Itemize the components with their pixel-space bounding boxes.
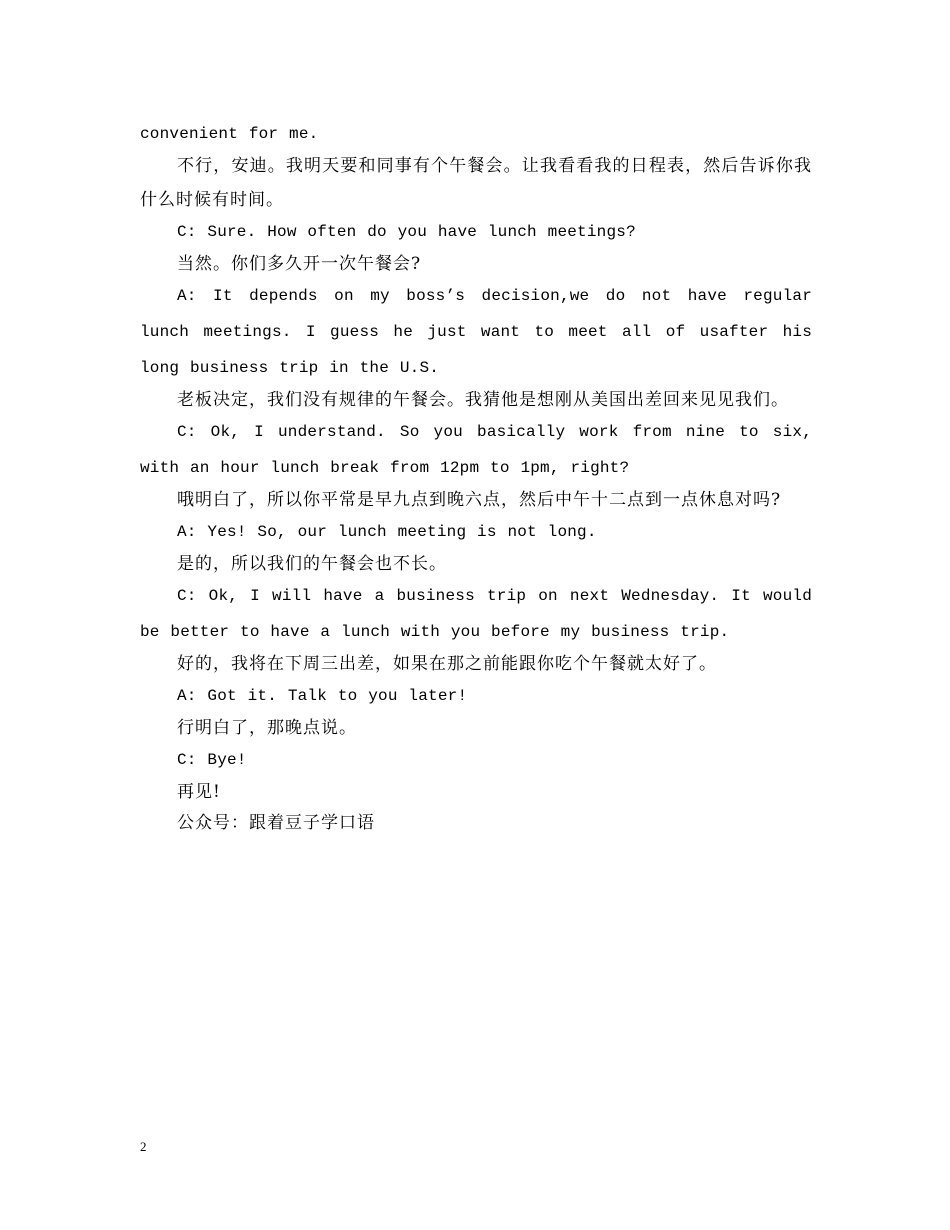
paragraph-2: 不行，安迪。我明天要和同事有个午餐会。让我看看我的日程表，然后告诉你我什么时候有时间。 — [140, 156, 812, 210]
paragraph-3: C: Sure. How often do you have lunch meetings? — [177, 223, 636, 241]
paragraph-12: 好的，我将在下周三出差，如果在那之前能跟你吃个午餐就太好了。 — [177, 654, 717, 674]
paragraph-1: convenient for me. — [140, 125, 319, 143]
paragraph-17: 公众号：跟着豆子学口语 — [177, 813, 375, 833]
paragraph-8: 哦明白了，所以你平常是早九点到晚六点，然后中午十二点到一点休息对吗? — [177, 490, 782, 510]
paragraph-15: C: Bye! — [177, 751, 247, 769]
paragraph-4: 当然。你们多久开一次午餐会? — [177, 254, 422, 274]
paragraph-16: 再见! — [177, 782, 221, 802]
paragraph-6: 老板决定，我们没有规律的午餐会。我猜他是想刚从美国出差回来见见我们。 — [177, 390, 789, 410]
paragraph-10: 是的，所以我们的午餐会也不长。 — [177, 554, 447, 574]
paragraph-5: A: It depends on my boss’s decision,we do not have regular lunch meetings. I guess he just want to meet all of usafter his long business trip in the U.S. — [140, 287, 812, 377]
paragraph-9: A: Yes! So, our lunch meeting is not long. — [177, 523, 597, 541]
paragraph-11: C: Ok, I will have a business trip on next Wednesday. It would be better to have a lunch with you before my business trip. — [140, 587, 812, 641]
document-body — [140, 116, 812, 837]
paragraph-14: 行明白了，那晚点说。 — [177, 718, 357, 738]
page-number: 2 — [140, 1139, 147, 1154]
paragraph-13: A: Got it. Talk to you later! — [177, 687, 468, 705]
paragraph-7: C: Ok, I understand. So you basically work from nine to six, with an hour lunch break from 12pm to 1pm, right? — [140, 423, 812, 477]
